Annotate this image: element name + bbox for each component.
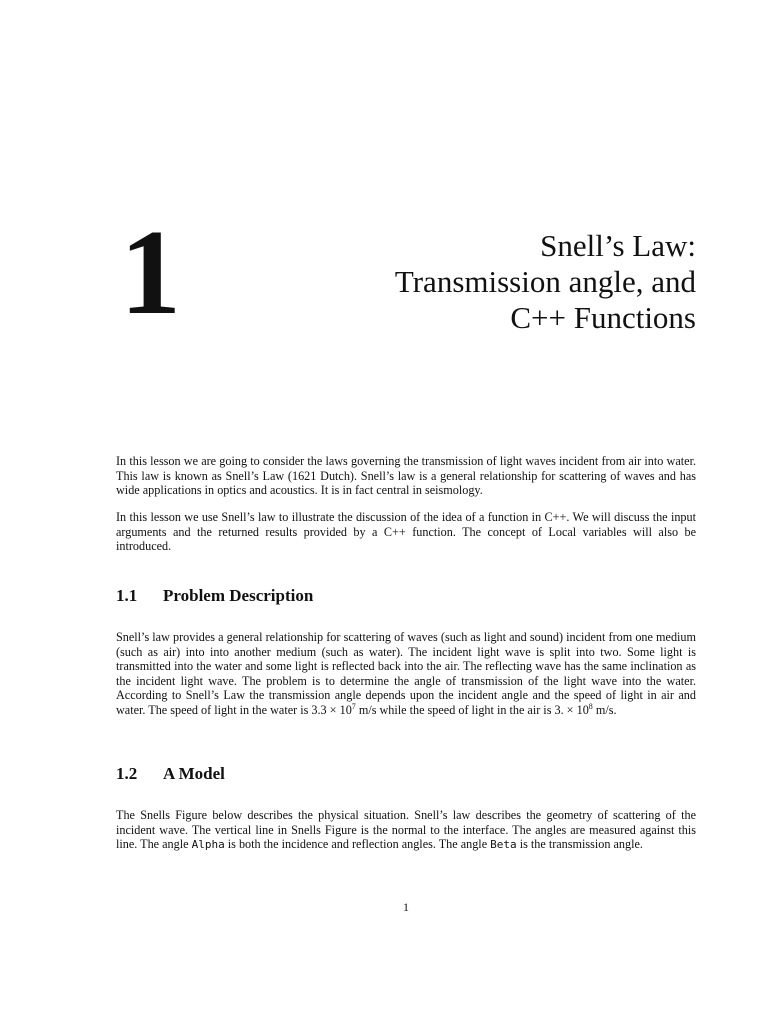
problem-description-paragraph: [116, 630, 696, 718]
chapter-title-line-1: Snell’s Law:: [540, 228, 696, 263]
model-text-1: The Snells Figure below describes the physical situation. Snell’s law describes the geometry of scattering of the incident wave. The vertical line in Snells Figure is the normal to the interface. The angles are measured against this line. The angle: [116, 808, 696, 852]
section-title: Problem Description: [163, 586, 314, 605]
chapter-title-line-2: Transmission angle, and: [394, 264, 696, 299]
chapter-title: [276, 228, 696, 336]
section-number: 1.2: [116, 764, 138, 783]
code-alpha: Alpha: [191, 838, 225, 852]
code-beta: Beta: [490, 838, 517, 852]
intro-paragraph-2: In this lesson we use Snell’s law to illustrate the discussion of the idea of a function in C++. We will discuss the input arguments and the returned results provided by a C++ function. The concept of Local variables will also be introduced.: [116, 510, 696, 554]
section-title: A Model: [163, 764, 225, 783]
exponent-water: 7: [351, 701, 356, 711]
chapter-title-line-3: C++ Functions: [510, 300, 696, 335]
model-text-2: is both the incidence and reflection angles. The angle: [224, 837, 491, 852]
model-text-3: is the transmission angle.: [516, 837, 643, 852]
model-paragraph: [116, 808, 696, 853]
section-heading-problem-description: [116, 586, 313, 606]
problem-text-start: Snell’s law provides a general relationship for scattering of waves (such as light and sound) incident from one medium (such as air) into into another medium (such as water). The incident light wave is split into two. Some light is transmitted into the water and some light is reflected back into the air. The reflecting wave has the same inclination as the incident light wave. The problem is to determine the angle of transmission of the light wave into the water. According to Snell’s Law the transmission angle depends upon the incident angle and the speed of light in air and water. The speed of light in the water is 3.3 × 10: [116, 630, 696, 717]
exponent-air: 8: [588, 701, 593, 711]
section-heading-a-model: [116, 764, 225, 784]
section-number: 1.1: [116, 586, 138, 605]
problem-text-end: m/s.: [592, 702, 617, 717]
problem-text-middle: m/s while the speed of light in the air is 3. × 10: [355, 702, 589, 717]
intro-paragraph-1: In this lesson we are going to consider the laws governing the transmission of light waves incident from air into water. This law is known as Snell’s Law (1621 Dutch). Snell’s law is a general relationship for scattering of waves and has wide applications in optics and acoustics. It is in fact central in seismology.: [116, 454, 696, 498]
page-number: 1: [403, 900, 409, 914]
chapter-number: 1: [120, 205, 179, 340]
